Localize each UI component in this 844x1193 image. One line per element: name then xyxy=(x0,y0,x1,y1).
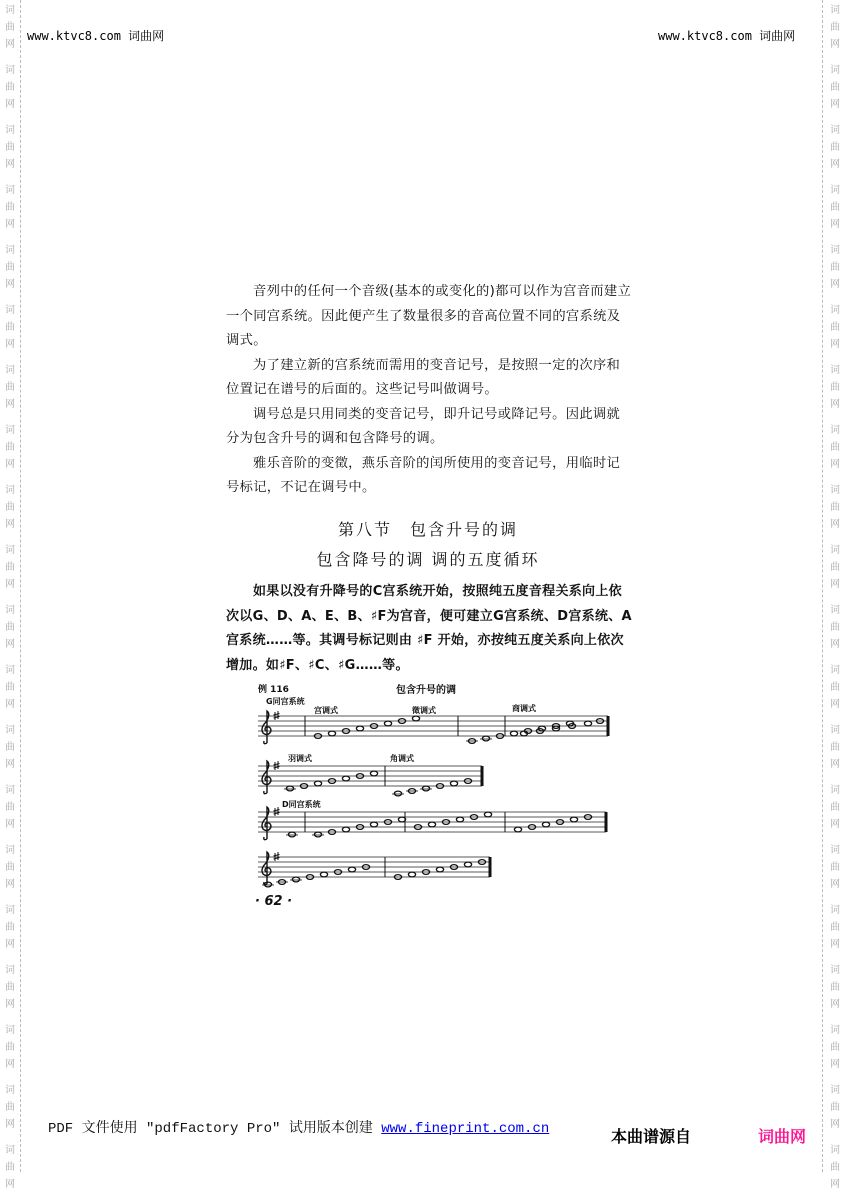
note-head xyxy=(278,880,285,885)
note-head xyxy=(514,827,521,832)
header-url-right: www.ktvc8.com 词曲网 xyxy=(658,29,796,43)
watermark-text: 词 曲 网 xyxy=(830,845,840,890)
key-signature-sharp-icon xyxy=(274,711,280,720)
watermark-text: 词 曲 网 xyxy=(830,365,840,410)
note-head xyxy=(436,784,443,789)
note-head xyxy=(468,739,475,744)
watermark-text: 词 曲 网 xyxy=(5,125,15,170)
note-head xyxy=(292,877,299,882)
label-jue: 角调式 xyxy=(390,754,414,763)
note-head xyxy=(422,870,429,875)
note-head xyxy=(370,771,377,776)
note-head xyxy=(314,781,321,786)
note-head xyxy=(342,827,349,832)
label-d-system: D同宫系统 xyxy=(282,800,321,809)
left-watermark-strip xyxy=(0,0,21,1190)
note-head xyxy=(300,784,307,789)
watermark-text: 词 曲 网 xyxy=(830,665,840,710)
example-title: 包含升号的调 xyxy=(396,685,456,696)
note-head xyxy=(314,832,321,837)
watermark-text: 词 曲 网 xyxy=(830,185,840,230)
note-head xyxy=(286,786,293,791)
page-number: · 62 · xyxy=(255,894,293,909)
note-head xyxy=(408,872,415,877)
header-url-left: www.ktvc8.com 词曲网 xyxy=(27,29,165,43)
watermark-text: 词 曲 网 xyxy=(5,185,15,230)
watermark-text: 词 曲 网 xyxy=(5,65,15,110)
watermark-text: 词 曲 网 xyxy=(5,245,15,290)
watermark-text: 词 曲 网 xyxy=(5,785,15,830)
note-head xyxy=(566,721,573,726)
note-head xyxy=(584,815,591,820)
watermark-text: 词 曲 网 xyxy=(830,605,840,650)
watermark-text: 词 曲 网 xyxy=(5,425,15,470)
fineprint-link[interactable]: www.fineprint.com.cn xyxy=(381,1121,550,1137)
note-head xyxy=(456,817,463,822)
note-head xyxy=(552,724,559,729)
note-head xyxy=(596,719,603,724)
note-head xyxy=(328,779,335,784)
note-head xyxy=(520,731,527,736)
note-head xyxy=(464,862,471,867)
note-head xyxy=(422,786,429,791)
watermark-text: 词 曲 网 xyxy=(5,1025,15,1070)
watermark-text: 词 曲 网 xyxy=(5,305,15,350)
watermark-text: 词 曲 网 xyxy=(5,725,15,770)
note-head xyxy=(320,872,327,877)
note-head xyxy=(568,724,575,729)
note-head xyxy=(384,721,391,726)
note-head xyxy=(356,774,363,779)
note-head xyxy=(470,815,477,820)
paragraph: 调号总是只用同类的变音记号，即升记号或降记号。因此调就分为包含升号的调和包含降号的调。 xyxy=(226,406,621,446)
paragraph: 音列中的任何一个音级(基本的或变化的)都可以作为宫音而建立一个同宫系统。因此便产生了数量很多的音高位置不同的宫系统及调式。 xyxy=(226,284,632,348)
right-watermark-strip xyxy=(822,0,843,1190)
note-head xyxy=(482,736,489,741)
note-head xyxy=(370,822,377,827)
note-head xyxy=(306,875,313,880)
watermark-text: 词 曲 网 xyxy=(830,1025,840,1070)
watermark-text: 词 曲 网 xyxy=(830,125,840,170)
note-head xyxy=(394,875,401,880)
watermark-text: 词 曲 网 xyxy=(5,605,15,650)
watermark-text: 词 曲 网 xyxy=(5,665,15,710)
body-text-bottom xyxy=(226,580,632,678)
note-head xyxy=(510,731,517,736)
watermark-text: 词 曲 网 xyxy=(830,485,840,530)
watermark-text: 词 曲 网 xyxy=(830,1085,840,1130)
note-head xyxy=(342,776,349,781)
section-title: 第八节 包含升号的调 xyxy=(337,520,518,539)
watermark-text: 词 曲 网 xyxy=(830,425,840,470)
note-head xyxy=(398,719,405,724)
label-shang: 商调式 xyxy=(512,704,536,713)
watermark-text: 词 曲 网 xyxy=(830,305,840,350)
note-head xyxy=(570,817,577,822)
note-head xyxy=(552,726,559,731)
note-head xyxy=(442,820,449,825)
key-signature-sharp-icon xyxy=(274,807,280,816)
note-head xyxy=(496,734,503,739)
note-head xyxy=(428,822,435,827)
note-head xyxy=(414,825,421,830)
note-head xyxy=(436,867,443,872)
watermark-text: 词 曲 网 xyxy=(5,905,15,950)
note-head xyxy=(484,812,491,817)
note-head xyxy=(584,721,591,726)
watermark-text: 词 曲 网 xyxy=(830,65,840,110)
note-head xyxy=(394,791,401,796)
source-label: 本曲谱源自 xyxy=(611,1127,692,1146)
pdf-footer-text: PDF 文件使用 "pdfFactory Pro" 试用版本创建 xyxy=(48,1121,382,1137)
note-head xyxy=(288,832,295,837)
note-head xyxy=(264,882,271,887)
key-signature-sharp-icon xyxy=(274,761,280,770)
watermark-text: 词 曲 网 xyxy=(830,5,840,50)
body-text-top xyxy=(226,280,632,501)
example-number: 例 116 xyxy=(258,685,289,695)
watermark-text: 词 曲 网 xyxy=(5,845,15,890)
treble-clef-icon xyxy=(262,852,271,885)
section-subtitle: 包含降号的调 调的五度循环 xyxy=(316,550,540,569)
note-head xyxy=(356,825,363,830)
paragraph: 为了建立新的宫系统而需用的变音记号，是按照一定的次序和位置记在谱号的后面的。这些记号叫做调号。 xyxy=(226,357,621,397)
note-head xyxy=(398,817,405,822)
note-head xyxy=(412,716,419,721)
note-head xyxy=(556,820,563,825)
paragraph: 如果以没有升降号的C宫系统开始，按照纯五度音程关系向上依次以G、D、A、E、B、♯F为宫音，便可建立G宫系统、D宫系统、A宫系统……等。其调号标记则由 ♯F 开始，亦按纯五度关系向上依次增加。如♯F、♯C、♯G……等。 xyxy=(226,584,632,673)
watermark-text: 词 曲 网 xyxy=(830,785,840,830)
treble-clef-icon xyxy=(262,807,271,840)
note-head xyxy=(356,726,363,731)
note-head xyxy=(384,820,391,825)
note-head xyxy=(342,729,349,734)
source-site-logo: 词曲网 xyxy=(758,1127,807,1146)
note-head xyxy=(450,781,457,786)
watermark-text: 词 曲 网 xyxy=(830,1145,840,1190)
note-head xyxy=(370,724,377,729)
note-head xyxy=(328,731,335,736)
paragraph: 雅乐音阶的变徵，燕乐音阶的闰所使用的变音记号，用临时记号标记，不记在调号中。 xyxy=(226,455,621,495)
note-head xyxy=(314,734,321,739)
note-head xyxy=(450,865,457,870)
note-head xyxy=(528,825,535,830)
note-head xyxy=(328,830,335,835)
watermark-text: 词 曲 网 xyxy=(830,905,840,950)
watermark-text: 词 曲 网 xyxy=(5,1145,15,1190)
note-head xyxy=(536,729,543,734)
watermark-text: 词 曲 网 xyxy=(5,365,15,410)
label-gong: 宫调式 xyxy=(314,706,338,715)
label-g-system: G同宫系统 xyxy=(266,697,305,706)
watermark-text: 词 曲 网 xyxy=(5,545,15,590)
note-head xyxy=(362,865,369,870)
label-zhi: 徵调式 xyxy=(412,706,436,715)
note-head xyxy=(334,870,341,875)
treble-clef-icon xyxy=(262,761,271,794)
note-head xyxy=(542,822,549,827)
watermark-text: 词 曲 网 xyxy=(830,545,840,590)
watermark-text: 词 曲 网 xyxy=(5,965,15,1010)
watermark-text: 词 曲 网 xyxy=(830,965,840,1010)
key-signature-sharp-icon xyxy=(274,852,280,861)
note-head xyxy=(524,729,531,734)
pdf-footer xyxy=(48,1117,549,1137)
note-head xyxy=(464,779,471,784)
label-yu: 羽调式 xyxy=(288,754,312,763)
watermark-text: 词 曲 网 xyxy=(5,485,15,530)
note-head xyxy=(538,726,545,731)
note-head xyxy=(348,867,355,872)
watermark-text: 词 曲 网 xyxy=(830,725,840,770)
note-head xyxy=(478,860,485,865)
watermark-text: 词 曲 网 xyxy=(5,5,15,50)
watermark-text: 词 曲 网 xyxy=(830,245,840,290)
watermark-text: 词 曲 网 xyxy=(5,1085,15,1130)
note-head xyxy=(408,789,415,794)
treble-clef-icon xyxy=(262,711,271,744)
